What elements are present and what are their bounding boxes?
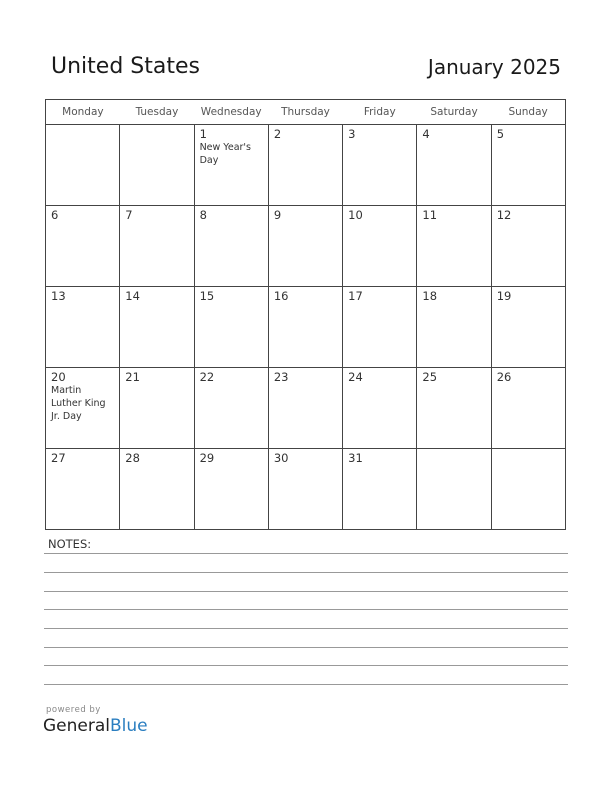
notes-line [44, 647, 568, 648]
calendar-day-cell[interactable] [491, 125, 565, 206]
calendar-day-cell[interactable] [343, 125, 417, 206]
calendar-week-row [46, 287, 566, 368]
day-number: 13 [51, 289, 66, 303]
calendar-day-cell[interactable] [343, 287, 417, 368]
calendar-day-cell[interactable] [120, 287, 194, 368]
day-number: 24 [348, 370, 363, 384]
day-number: 4 [422, 127, 430, 141]
calendar-day-cell[interactable] [491, 206, 565, 287]
calendar-week-row [46, 206, 566, 287]
notes-line [44, 684, 568, 685]
weekday-wednesday: Wednesday [194, 100, 268, 125]
brand-name-general: General [43, 716, 110, 736]
calendar-day-cell[interactable] [120, 125, 194, 206]
calendar-day-cell[interactable] [491, 449, 565, 530]
calendar-day-cell[interactable] [46, 206, 120, 287]
calendar-day-cell[interactable] [194, 449, 268, 530]
month-title: January 2025 [427, 55, 561, 79]
day-number: 8 [199, 208, 207, 222]
calendar-day-cell[interactable] [120, 449, 194, 530]
notes-line [44, 665, 568, 666]
notes-line [44, 609, 568, 610]
calendar-week-row [46, 368, 566, 449]
notes-line [44, 553, 568, 554]
calendar-day-cell[interactable] [343, 206, 417, 287]
weekday-sunday: Sunday [491, 100, 565, 125]
calendar-day-cell[interactable] [417, 449, 491, 530]
day-number: 15 [199, 289, 215, 303]
day-number: 29 [199, 451, 215, 465]
calendar-day-cell[interactable] [194, 206, 268, 287]
day-number: 11 [422, 208, 438, 222]
powered-by-text: powered by [46, 705, 101, 715]
calendar-day-cell[interactable] [491, 287, 565, 368]
day-number: 14 [125, 289, 140, 303]
day-number: 6 [51, 208, 59, 222]
day-number: 26 [496, 370, 512, 384]
calendar-day-cell[interactable] [491, 368, 565, 449]
day-number: 3 [348, 127, 356, 141]
weekday-thursday: Thursday [268, 100, 342, 125]
calendar-day-cell[interactable] [268, 287, 342, 368]
day-number: 9 [273, 208, 282, 222]
weekday-tuesday: Tuesday [120, 100, 194, 125]
calendar-day-cell[interactable] [194, 125, 268, 206]
day-number: 2 [273, 127, 282, 141]
notes-line [44, 628, 568, 629]
day-number: 7 [125, 208, 133, 222]
calendar-day-cell[interactable] [194, 287, 268, 368]
day-number: 31 [348, 451, 363, 465]
calendar-day-cell[interactable] [120, 206, 194, 287]
day-number: 18 [422, 289, 438, 303]
calendar-day-cell[interactable] [343, 368, 417, 449]
day-number: 5 [496, 127, 505, 141]
day-number: 28 [125, 451, 140, 465]
calendar-day-cell[interactable] [268, 206, 342, 287]
holiday-label: New Year's Day [199, 142, 251, 166]
weekday-saturday: Saturday [417, 100, 491, 125]
calendar-day-cell[interactable] [46, 287, 120, 368]
calendar-day-cell[interactable] [343, 449, 417, 530]
day-number: 12 [496, 208, 512, 222]
day-number: 10 [348, 208, 363, 222]
day-number: 27 [51, 451, 66, 465]
notes-line [44, 591, 568, 592]
country-title: United States [51, 54, 200, 79]
calendar-day-cell[interactable] [417, 206, 491, 287]
calendar-day-cell[interactable] [46, 125, 120, 206]
day-number: 19 [496, 289, 512, 303]
calendar-day-cell[interactable] [268, 449, 342, 530]
day-number: 20 [51, 370, 66, 384]
calendar-week-row [46, 125, 566, 206]
day-number: 21 [125, 370, 140, 384]
calendar-grid [45, 99, 566, 530]
calendar-day-cell[interactable] [268, 368, 342, 449]
weekday-monday: Monday [46, 100, 120, 125]
day-number: 30 [273, 451, 289, 465]
calendar-week-row [46, 449, 566, 530]
notes-line [44, 572, 568, 573]
calendar-day-cell[interactable] [120, 368, 194, 449]
notes-label: NOTES: [48, 537, 92, 551]
brand-name-blue: Blue [110, 716, 148, 736]
calendar-day-cell[interactable] [268, 125, 342, 206]
holiday-label: Martin Luther King Jr. Day [51, 385, 106, 422]
weekday-header-row [46, 100, 566, 125]
calendar-day-cell[interactable] [417, 125, 491, 206]
brand-logo[interactable] [43, 716, 148, 736]
calendar-day-cell[interactable] [194, 368, 268, 449]
calendar-day-cell[interactable] [417, 287, 491, 368]
day-number: 22 [199, 370, 215, 384]
weekday-friday: Friday [343, 100, 417, 125]
calendar-day-cell[interactable] [46, 368, 120, 449]
calendar-day-cell[interactable] [46, 449, 120, 530]
day-number: 1 [199, 127, 207, 141]
day-number: 23 [273, 370, 289, 384]
day-number: 25 [422, 370, 438, 384]
day-number: 17 [348, 289, 363, 303]
day-number: 16 [273, 289, 289, 303]
calendar-day-cell[interactable] [417, 368, 491, 449]
